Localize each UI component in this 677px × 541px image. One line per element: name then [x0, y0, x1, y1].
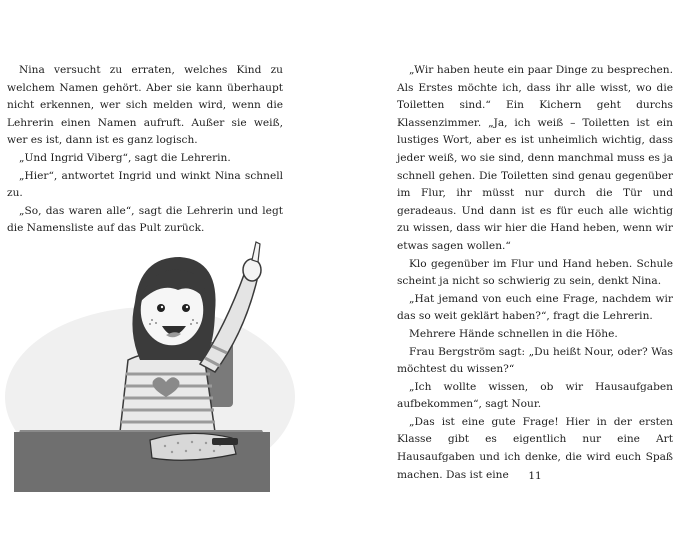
right-page: [338, 0, 677, 541]
paragraph: „Hier“, antwortet Ingrid und winkt Nina schnell zu.: [7, 169, 283, 200]
page-number: 11: [528, 470, 542, 482]
left-page-text: [7, 62, 283, 238]
right-eye: [182, 304, 190, 312]
pointing-finger: [252, 242, 260, 262]
paragraph: Klo gegenüber im Flur und Hand heben. Schule scheint ja nicht so schwierig zu sein, denkt Nina.: [397, 257, 673, 288]
right-page-text: [397, 62, 673, 484]
left-page: [0, 0, 338, 541]
paragraph: „Und Ingrid Viberg“, sagt die Lehrerin.: [19, 151, 231, 164]
pencil-case: [150, 433, 236, 460]
paragraph: Mehrere Hände schnellen in die Höhe.: [409, 327, 618, 340]
paragraph: „Ich wollte wissen, ob wir Hausaufgaben aufbekommen“, sagt Nour.: [397, 380, 673, 411]
paragraph: Nina versucht zu erraten, welches Kind zu welchem Namen gehört. Aber sie kann überhaupt nicht erkennen, wer sich melden wird, wenn die Lehrerin einen Namen aufruft. Außer sie weiß, wer es ist, dann ist es ganz logisch.: [7, 64, 283, 147]
paragraph: Frau Bergström sagt: „Du heißt Nour, oder? Was möchtest du wissen?“: [397, 345, 673, 376]
paragraph: „Das ist eine gute Frage! Hier in der ersten Klasse gibt es eigentlich nur eine Art Hausaufgaben und ich denke, die wird euch Spaß machen. Das ist eine: [397, 415, 673, 481]
paragraph: „So, das waren alle“, sagt die Lehrerin und legt die Namensliste auf das Pult zurück.: [7, 204, 283, 235]
left-eye: [157, 304, 165, 312]
paragraph: „Wir haben heute ein paar Dinge zu besprechen. Als Erstes möchte ich, dass ihr alle wisst, wo die Toiletten sind.“ Ein Kichern geht durchs Klassenzimmer. „Ja, ich weiß – Toiletten ist ein lustiges Wort, aber es ist unheimlich wichtig, dass jeder weiß, wo sie sind, denn manchmal muss es ja schnell gehen. Die Toiletten sind genau gegenüber im Flur, ihr müsst nur durch die Tür und geradeaus. Und dann ist es für euch alle wichtig zu wissen, dass wir hier die Hand heben, wenn wir etwas sagen wollen.“: [397, 64, 673, 252]
pencil-case-zipper: [212, 438, 238, 445]
girl-raising-hand-illustration: [0, 232, 300, 492]
paragraph: „Hat jemand von euch eine Frage, nachdem wir das so weit geklärt haben?“, fragt die Lehrerin.: [397, 292, 673, 323]
